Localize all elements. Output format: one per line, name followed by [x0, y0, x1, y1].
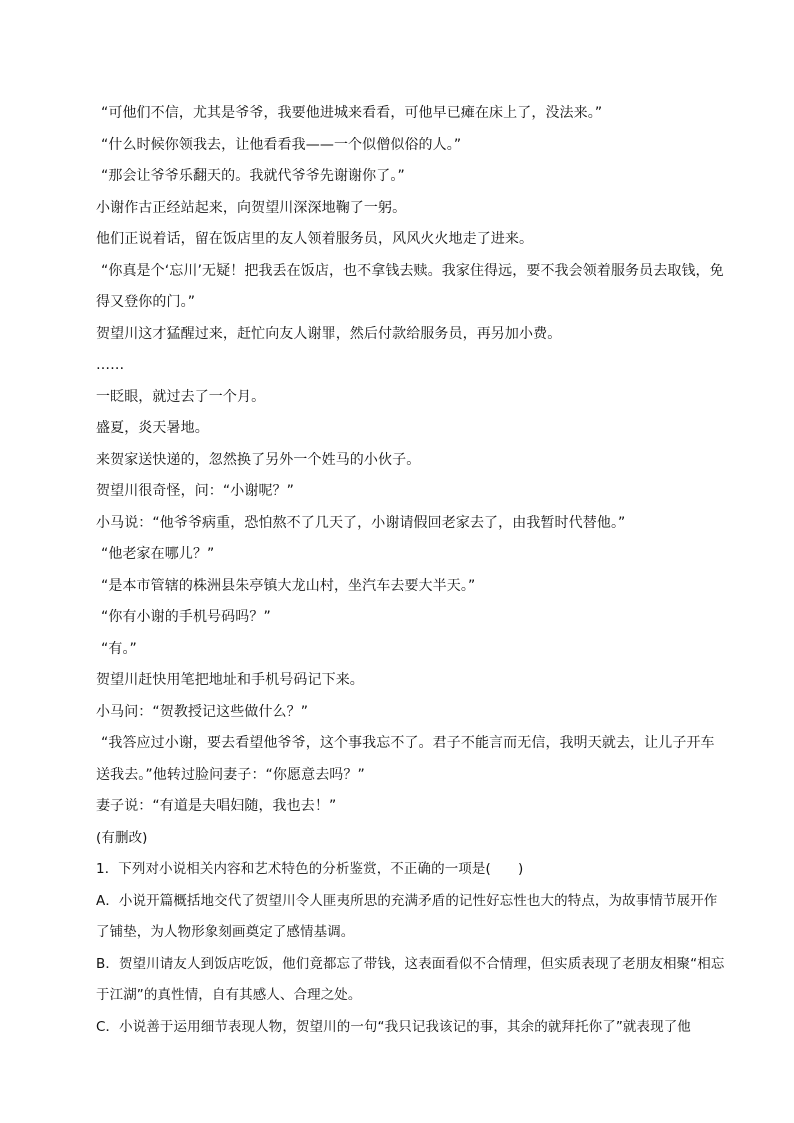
paragraph-9: 一眨眼，就过去了一个月。: [96, 388, 266, 405]
option-b: B．贺望川请友人到饭店吃饭，他们竟都忘了带钱，这表面看似不合情理，但实质表现了老朋友相聚“相忘于江湖”的真性情，自有其感人、合理之处。: [96, 955, 725, 1003]
question-1: 1．下列对小说相关内容和艺术特色的分析鉴赏，不正确的一项是( ): [96, 861, 524, 877]
paragraph-1: “可他们不信，尤其是爷爷，我要他进城来看看，可他早已瘫在床上了，没法来。”: [101, 105, 603, 121]
paragraph-15: “是本市管辖的株洲县朱亭镇大龙山村，坐汽车去要大半天。”: [101, 577, 476, 594]
paragraph-6: “你真是个‘忘川’无疑！把我丢在饭店，也不拿钱去赎。我家住得远，要不我会领着服务员去取钱，免得又登你的门。”: [96, 262, 724, 310]
paragraph-19: 小马问：“贺教授记这些做什么？”: [96, 703, 309, 720]
paragraph-4: 小谢作古正经站起来，向贺望川深深地鞠了一躬。: [96, 199, 407, 216]
paragraph-10: 盛夏，炎天暑地。: [96, 420, 209, 436]
option-a: A．小说开篇概括地交代了贺望川令人匪夷所思的充满矛盾的记性好忘性也大的特点，为故事情节展开作了铺垫，为人物形象刻画奠定了感情基调。: [96, 892, 718, 940]
paragraph-12: 贺望川很奇怪，问：“小谢呢？”: [96, 483, 295, 499]
paragraph-14: “他老家在哪儿？”: [101, 546, 215, 562]
paragraph-2: “什么时候你领我去，让他看看我——一个似僧似俗的人。”: [101, 136, 462, 153]
option-c: C．小说善于运用细节表现人物，贺望川的一句“我只记我该记的事，其余的就拜托你了”就表现了他: [96, 1018, 691, 1035]
paragraph-8: ……: [96, 357, 125, 373]
paragraph-3: “那会让爷爷乐翻天的。我就代爷爷先谢谢你了。”: [101, 168, 405, 184]
paragraph-18: 贺望川赶快用笔把地址和手机号码记下来。: [96, 672, 364, 688]
document-body: [96, 98, 728, 1043]
paragraph-7: 贺望川这才猛醒过来，赶忙向友人谢罪，然后付款给服务员，再另加小费。: [96, 325, 562, 342]
paragraph-5: 他们正说着话，留在饭店里的友人领着服务员，风风火火地走了进来。: [96, 231, 534, 247]
paragraph-13: 小马说：“他爷爷病重，恐怕熬不了几天了，小谢请假回老家去了，由我暂时代替他。”: [96, 514, 626, 531]
paragraph-17: “有。”: [101, 640, 137, 657]
paragraph-11: 来贺家送快递的，忽然换了另外一个姓马的小伙子。: [96, 451, 421, 468]
paragraph-21: 妻子说：“有道是夫唱妇随，我也去！”: [96, 798, 337, 814]
paragraph-16: “你有小谢的手机号码吗？”: [101, 609, 271, 625]
paragraph-20: “我答应过小谢，要去看望他爷爷，这个事我忘不了。君子不能言而无信，我明天就去，让儿子开车送我去。”他转过脸问妻子：“你愿意去吗？”: [96, 735, 715, 783]
source-note: (有删改): [96, 829, 148, 846]
